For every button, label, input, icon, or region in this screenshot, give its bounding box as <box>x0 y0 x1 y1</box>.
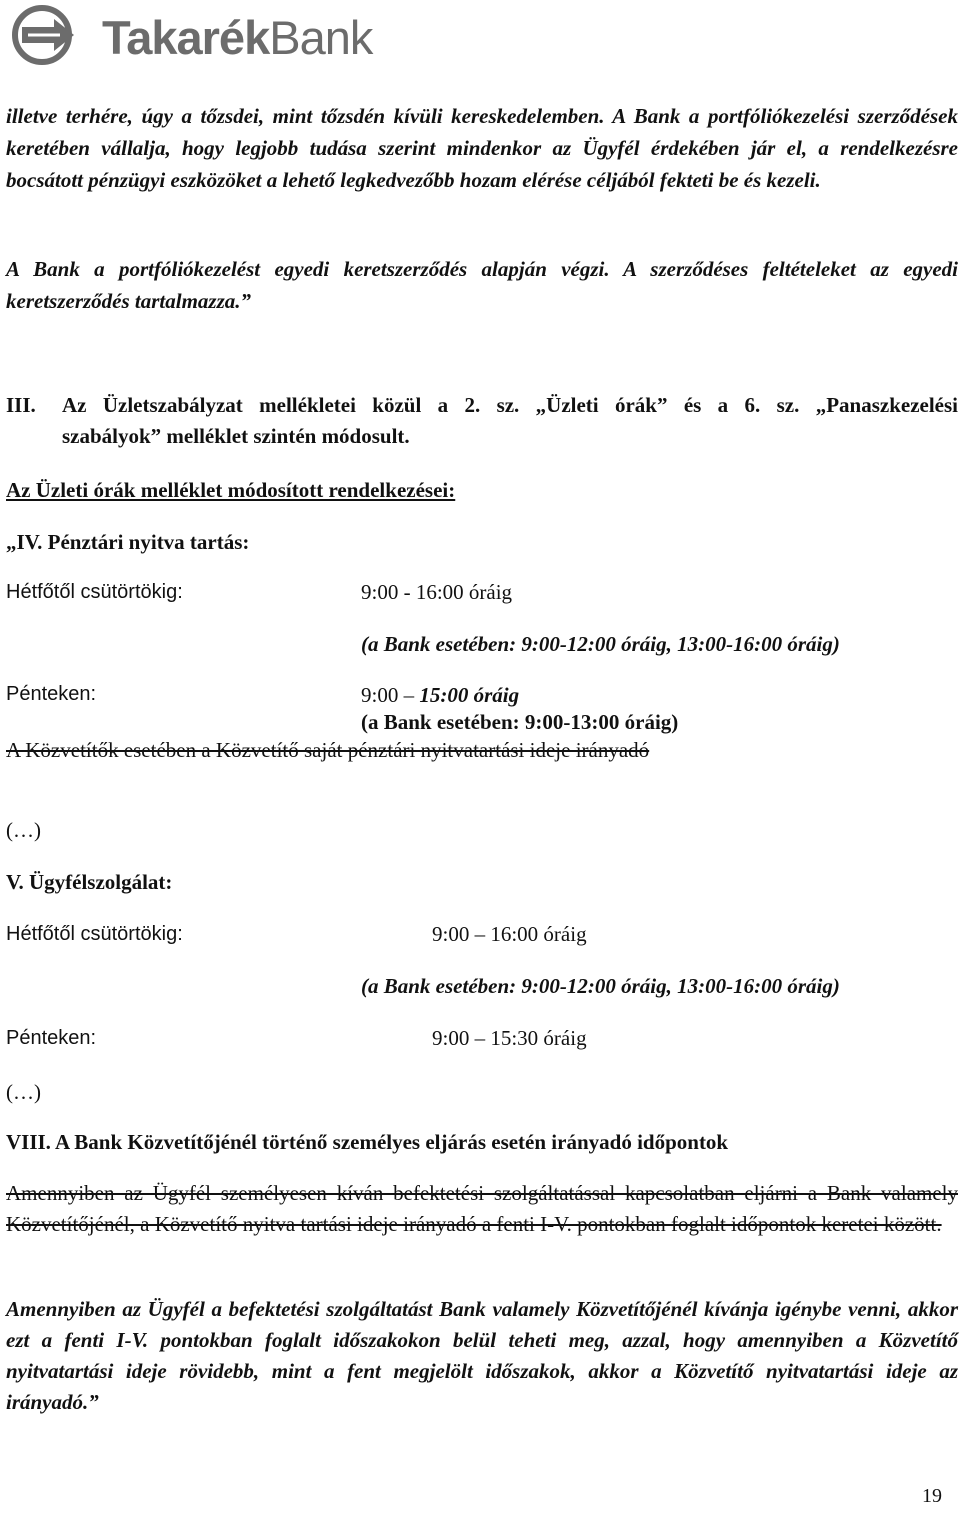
s8-new-paragraph: Amennyiben az Ügyfél a befektetési szolgáltatást Bank valamely Közvetítőjénél kívánja igénybe venni, akkor ezt a fenti I-V. pontokban foglalt időszakokon belül teheti meg, azzal, hogy amennyiben a Közvetítő nyitvatartási ideje rövidebb, mint a fent megjelölt időszakok, akkor a Közvetítő nyitvatartási ideje az irányadó.” <box>6 1297 958 1414</box>
section-3-number: III. <box>6 393 36 417</box>
s4-mon-thu-hours: 9:00 - 16:00 óráig <box>361 580 513 604</box>
s4-fri-label: Pénteken: <box>6 683 97 705</box>
section-4-heading: „IV. Pénztári nyitva tartás: <box>6 530 250 554</box>
section-8-heading: VIII. A Bank Közvetítőjénél történő személyes eljárás esetén irányadó időpontok <box>6 1130 729 1154</box>
framework-contract-paragraph: A Bank a portfóliókezelést egyedi keretszerződés alapján végzi. A szerződéses feltételeket az egyedi keretszerződés tartalmazza.” <box>6 257 958 313</box>
s5-mon-thu-label: Hétfőtől csütörtökig: <box>6 923 183 945</box>
logo-wordmark: TakarékBank <box>102 11 373 64</box>
s4-mon-thu-bank-hours: (a Bank esetében: 9:00-12:00 óráig, 13:00-16:00 óráig) <box>361 632 840 656</box>
logo-arrow-icon <box>8 5 100 65</box>
s5-fri-hours: 9:00 – 15:30 óráig <box>432 1026 587 1050</box>
s8-struck-paragraph: Amennyiben az Ügyfél személyesen kíván befektetési szolgáltatással kapcsolatban eljárni a Bank valamely Közvetítőjénél, a Közvetítő nyitva tartási ideje irányadó a fenti I-V. pontokban foglalt időpontok keretei között. <box>6 1181 958 1236</box>
s5-mon-thu-hours: 9:00 – 16:00 óráig <box>432 922 587 946</box>
portfolio-paragraph: illetve terhére, úgy a tőzsdei, mint tőzsdén kívüli kereskedelemben. A Bank a portfóliókezelési szerződések keretében vállalja, hogy legjobb tudása szerint mindenkor az Ügyfél érdekében jár el, a rendelkezésre bocsátott pénzügyi eszközöket a lehető legkedvezőbb hozam elérése céljából fekteti be és kezeli. <box>6 104 958 192</box>
page-number: 19 <box>922 1485 942 1507</box>
s5-fri-label: Pénteken: <box>6 1027 97 1049</box>
section-5-heading: V. Ügyfélszolgálat: <box>6 870 173 894</box>
s5-mon-thu-bank-hours: (a Bank esetében: 9:00-12:00 óráig, 13:00-16:00 óráig) <box>361 974 840 998</box>
s4-struck-text: A Közvetítők esetében a Közvetítő saját pénztári nyitvatartási ideje irányadó <box>6 738 650 762</box>
s4-fri-bank-hours: (a Bank esetében: 9:00-13:00 óráig) <box>361 710 679 734</box>
ellipsis-1: (…) <box>6 818 41 842</box>
s4-fri-hours: 9:00 – 15:00 óráig <box>361 683 520 707</box>
s4-mon-thu-label: Hétfőtől csütörtökig: <box>6 581 183 603</box>
ellipsis-2: (…) <box>6 1080 41 1104</box>
section-3-line1: Az Üzletszabályzat mellékletei közül a 2. sz. „Üzleti órák” és a 6. sz. „Panaszkezelési <box>62 393 958 417</box>
section-3-line2: szabályok” melléklet szintén módosult. <box>62 424 410 448</box>
amended-heading: Az Üzleti órák melléklet módosított rendelkezései: <box>6 478 456 502</box>
